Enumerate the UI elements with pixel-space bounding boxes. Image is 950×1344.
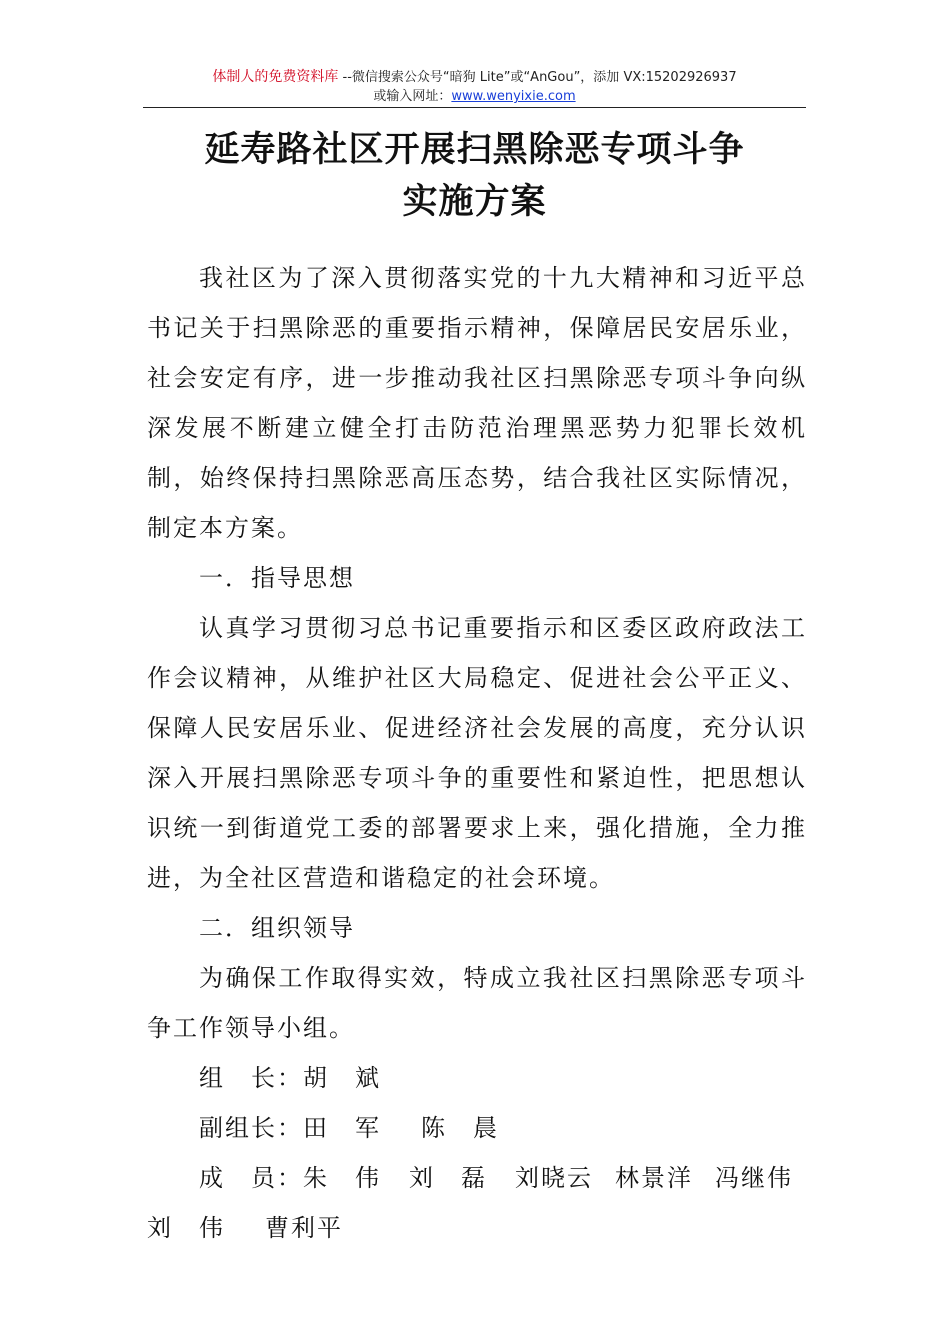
document-body <box>147 253 807 1253</box>
title-line-2: 实施方案 <box>402 181 547 222</box>
document-header <box>143 68 806 106</box>
members-label: 成 员： <box>199 1164 303 1192</box>
member-name: 朱 伟 <box>303 1164 381 1192</box>
section-1-paragraph: 认真学习贯彻习总书记重要指示和区委区政府政法工作会议精神，从维护社区大局稳定、促进社会公平正义、保障人民安居乐业、促进经济社会发展的高度，充分认识深入开展扫黑除恶专项斗争的重要性和紧迫性，把思想认识统一到街道党工委的部署要求上来，强化措施，全力推进，为全社区营造和谐稳定的社会环境。 <box>147 614 807 892</box>
member-name: 曹利平 <box>265 1214 343 1242</box>
header-divider <box>143 107 806 108</box>
header-promo: --微信搜索公众号“暗狗 Lite”或“AnGou”，添加 VX:15202926937 <box>338 70 737 85</box>
intro-paragraph: 我社区为了深入贯彻落实党的十九大精神和习近平总书记关于扫黑除恶的重要指示精神，保障居民安居乐业，社会安定有序，进一步推动我社区扫黑除恶专项斗争向纵深发展不断建立健全打击防范治理黑恶势力犯罪长效机制，始终保持扫黑除恶高压态势，结合我社区实际情况，制定本方案。 <box>147 264 807 542</box>
header-url-line <box>143 87 806 106</box>
header-promo-line <box>143 68 806 87</box>
header-url-label: 或输入网址： <box>373 89 452 104</box>
section-1-heading: 一．指导思想 <box>199 564 355 592</box>
deputy-label: 副组长： <box>199 1114 303 1142</box>
member-name: 刘晓云 <box>515 1164 593 1192</box>
members-line-2 <box>147 1203 807 1253</box>
header-brand: 体制人的免费资料库 <box>212 69 339 85</box>
deputy-line <box>147 1103 807 1153</box>
section-2-paragraph: 为确保工作取得实效，特成立我社区扫黑除恶专项斗争工作领导小组。 <box>147 964 807 1042</box>
section-2-heading: 二．组织领导 <box>199 914 355 942</box>
leader-name: 胡 斌 <box>303 1064 381 1092</box>
member-name: 刘 磊 <box>409 1164 487 1192</box>
deputy-name: 田 军 <box>303 1114 381 1142</box>
leader-label: 组 长： <box>199 1064 303 1092</box>
leader-line <box>147 1053 807 1103</box>
header-url-link[interactable]: www.wenyixie.com <box>451 89 576 104</box>
title-line-1: 延寿路社区开展扫黑除恶专项斗争 <box>204 129 745 170</box>
members-line <box>147 1153 807 1203</box>
member-name: 林景洋 <box>615 1164 693 1192</box>
document-title <box>143 124 806 228</box>
member-name: 冯继伟 <box>715 1164 793 1192</box>
member-name: 刘 伟 <box>147 1214 225 1242</box>
deputy-name: 陈 晨 <box>421 1114 499 1142</box>
